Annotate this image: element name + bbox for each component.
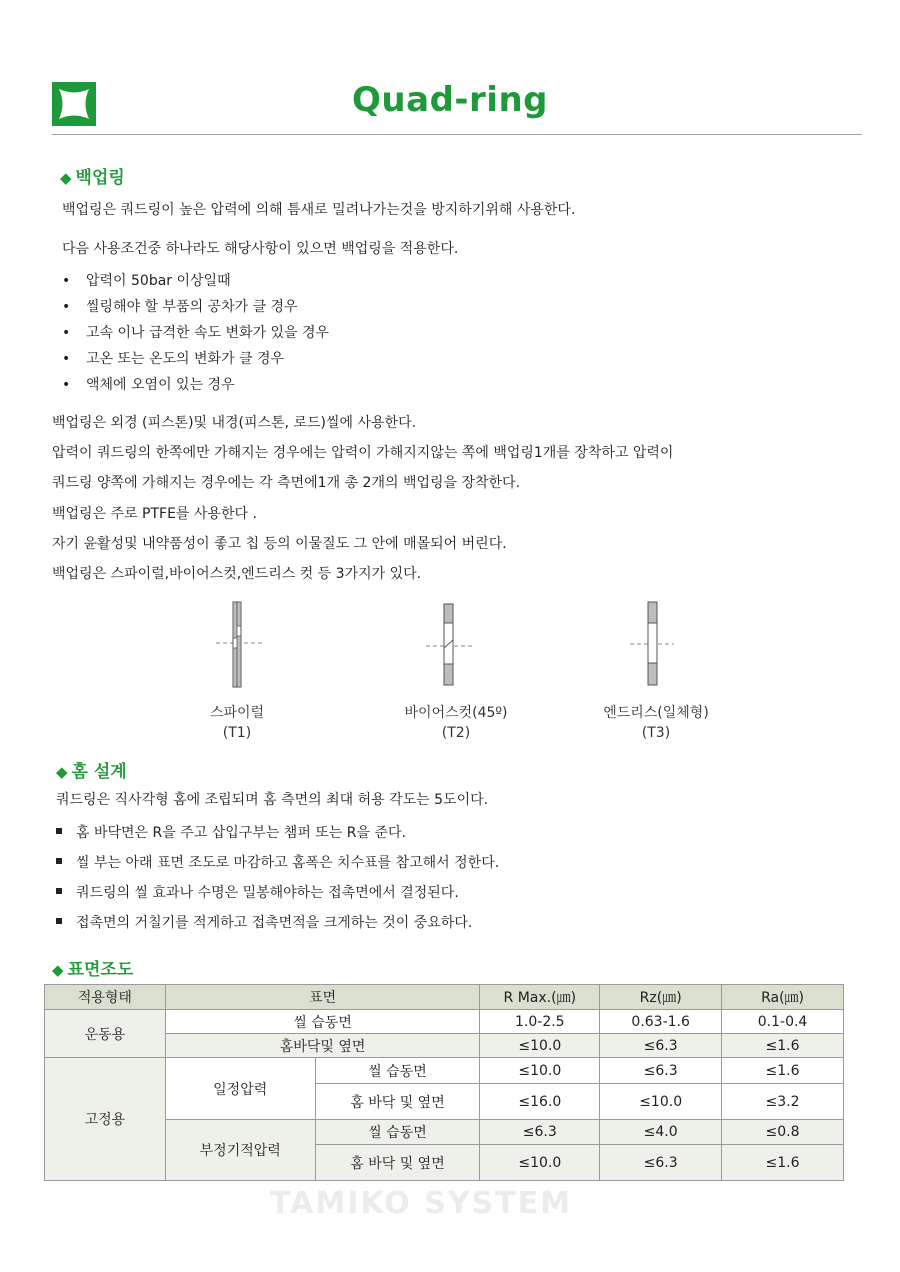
- header-cell: Ra(㎛): [722, 985, 844, 1010]
- list-item: • 압력이 50bar 이상일때: [62, 273, 231, 289]
- list-item: 쿼드링의 씰 효과나 수명은 밀봉해야하는 접촉면에서 결정된다.: [56, 882, 459, 902]
- table-row: [45, 1120, 844, 1145]
- table-row: [45, 1034, 844, 1058]
- ra-cell: ≤3.2: [722, 1084, 844, 1120]
- surface-cell: 홈바닥및 옆면: [165, 1034, 480, 1058]
- list-item: 홈 바닥면은 R을 주고 삽입구부는 챔퍼 또는 R을 준다.: [56, 822, 406, 842]
- rz-cell: ≤10.0: [600, 1084, 722, 1120]
- rmax-cell: ≤10.0: [480, 1145, 600, 1181]
- diamond-bullet-icon: ◆: [52, 961, 64, 979]
- list-item: • 고온 또는 온도의 변화가 클 경우: [62, 351, 285, 367]
- figure-caption-t1: 스파이럴 (T1): [209, 705, 265, 741]
- rz-cell: 0.63-1.6: [600, 1010, 722, 1034]
- groove-intro: 쿼드링은 직사각형 홈에 조립되며 홈 측면의 최대 허용 각도는 5도이다.: [56, 792, 489, 808]
- endless-backup-ring-figure: [626, 598, 686, 690]
- backup-paragraph: 자기 윤활성및 내약품성이 좋고 칩 등의 이물질도 그 안에 매몰되어 버린다.: [52, 536, 507, 552]
- header-cell: 적용형태: [45, 985, 166, 1010]
- rmax-cell: ≤10.0: [480, 1034, 600, 1058]
- table-header-row: [45, 985, 844, 1010]
- rmax-cell: ≤16.0: [480, 1084, 600, 1120]
- rz-cell: ≤4.0: [600, 1120, 722, 1145]
- page-title: Quad-ring: [352, 80, 548, 120]
- backup-paragraph: 압력이 쿼드링의 한쪽에만 가해지는 경우에는 압력이 가해지지않는 쪽에 백업링1개를 장착하고 압력이: [52, 445, 674, 461]
- bullet-dot-icon: •: [62, 351, 71, 367]
- diamond-bullet-icon: ◆: [60, 169, 72, 187]
- surface-cell: 씰 습동면: [315, 1120, 480, 1145]
- type-cell-dynamic: 운동용: [45, 1010, 166, 1058]
- backup-paragraph: 쿼드링 양쪽에 가해지는 경우에는 각 측면에1개 총 2개의 백업링을 장착한다.: [52, 475, 521, 491]
- surface-roughness-table: [44, 984, 844, 1181]
- spiral-backup-ring-figure: [200, 598, 280, 690]
- backup-paragraph: 백업링은 스파이럴,바이어스컷,엔드리스 컷 등 3가지가 있다.: [52, 566, 422, 582]
- bullet-dot-icon: •: [62, 377, 71, 393]
- ra-cell: ≤1.6: [722, 1145, 844, 1181]
- table-row: [45, 1010, 844, 1034]
- rz-cell: ≤6.3: [600, 1145, 722, 1181]
- ra-cell: ≤0.8: [722, 1120, 844, 1145]
- diamond-bullet-icon: ◆: [56, 763, 68, 781]
- bullet-dot-icon: •: [62, 325, 71, 341]
- header-cell: Rz(㎛): [600, 985, 722, 1010]
- pressure-group-cell: 부정기적압력: [165, 1120, 315, 1181]
- backup-paragraph: 백업링은 외경 (피스톤)및 내경(피스톤, 로드)씰에 사용한다.: [52, 415, 417, 431]
- rmax-cell: ≤10.0: [480, 1058, 600, 1084]
- bullet-dot-icon: •: [62, 299, 71, 315]
- surface-cell: 홈 바닥 및 옆면: [315, 1145, 480, 1181]
- square-bullet-icon: [56, 828, 62, 834]
- list-item: 씰 부는 아래 표면 조도로 마감하고 홈폭은 치수표를 참고해서 정한다.: [56, 852, 499, 872]
- type-cell-static: 고정용: [45, 1058, 166, 1181]
- surface-cell: 씰 습동면: [165, 1010, 480, 1034]
- ra-cell: ≤1.6: [722, 1058, 844, 1084]
- header-cell: R Max.(㎛): [480, 985, 600, 1010]
- list-item: • 액체에 오염이 있는 경우: [62, 377, 235, 393]
- ra-cell: 0.1-0.4: [722, 1010, 844, 1034]
- rmax-cell: 1.0-2.5: [480, 1010, 600, 1034]
- square-bullet-icon: [56, 858, 62, 864]
- surface-cell: 홈 바닥 및 옆면: [315, 1084, 480, 1120]
- section-heading-groove: ◆ 홈 설계: [56, 762, 127, 782]
- square-bullet-icon: [56, 888, 62, 894]
- list-item: 접촉면의 거칠기를 적게하고 접촉면적을 크게하는 것이 중요하다.: [56, 912, 472, 932]
- list-item: • 씰링해야 할 부품의 공차가 클 경우: [62, 299, 298, 315]
- rz-cell: ≤6.3: [600, 1058, 722, 1084]
- bullet-dot-icon: •: [62, 273, 71, 289]
- title-divider: [52, 134, 862, 135]
- table-row: [45, 1058, 844, 1084]
- pressure-group-cell: 일정압력: [165, 1058, 315, 1120]
- surface-cell: 씰 습동면: [315, 1058, 480, 1084]
- rmax-cell: ≤6.3: [480, 1120, 600, 1145]
- list-item: • 고속 이나 급격한 속도 변화가 있을 경우: [62, 325, 330, 341]
- square-bullet-icon: [56, 918, 62, 924]
- bias-cut-backup-ring-figure: [420, 598, 480, 690]
- header-cell: 표면: [165, 985, 480, 1010]
- ra-cell: ≤1.6: [722, 1034, 844, 1058]
- watermark: TAMIKO SYSTEM: [270, 1186, 572, 1221]
- section-heading-backup: ◆ 백업링: [60, 168, 125, 188]
- figure-caption-t3: 엔드리스(일체형) (T3): [603, 705, 709, 741]
- figure-caption-t2: 바이어스컷(45º) (T2): [404, 705, 508, 741]
- backup-conditions-intro: 다음 사용조건중 하나라도 해당사항이 있으면 백업링을 적용한다.: [62, 241, 459, 257]
- rz-cell: ≤6.3: [600, 1034, 722, 1058]
- section-heading-surface: ◆ 표면조도: [52, 960, 134, 980]
- backup-paragraph: 백업링은 주로 PTFE를 사용한다 .: [52, 506, 257, 522]
- backup-intro: 백업링은 쿼드링이 높은 압력에 의해 틈새로 밀려나가는것을 방지하기위해 사용한다.: [62, 202, 576, 218]
